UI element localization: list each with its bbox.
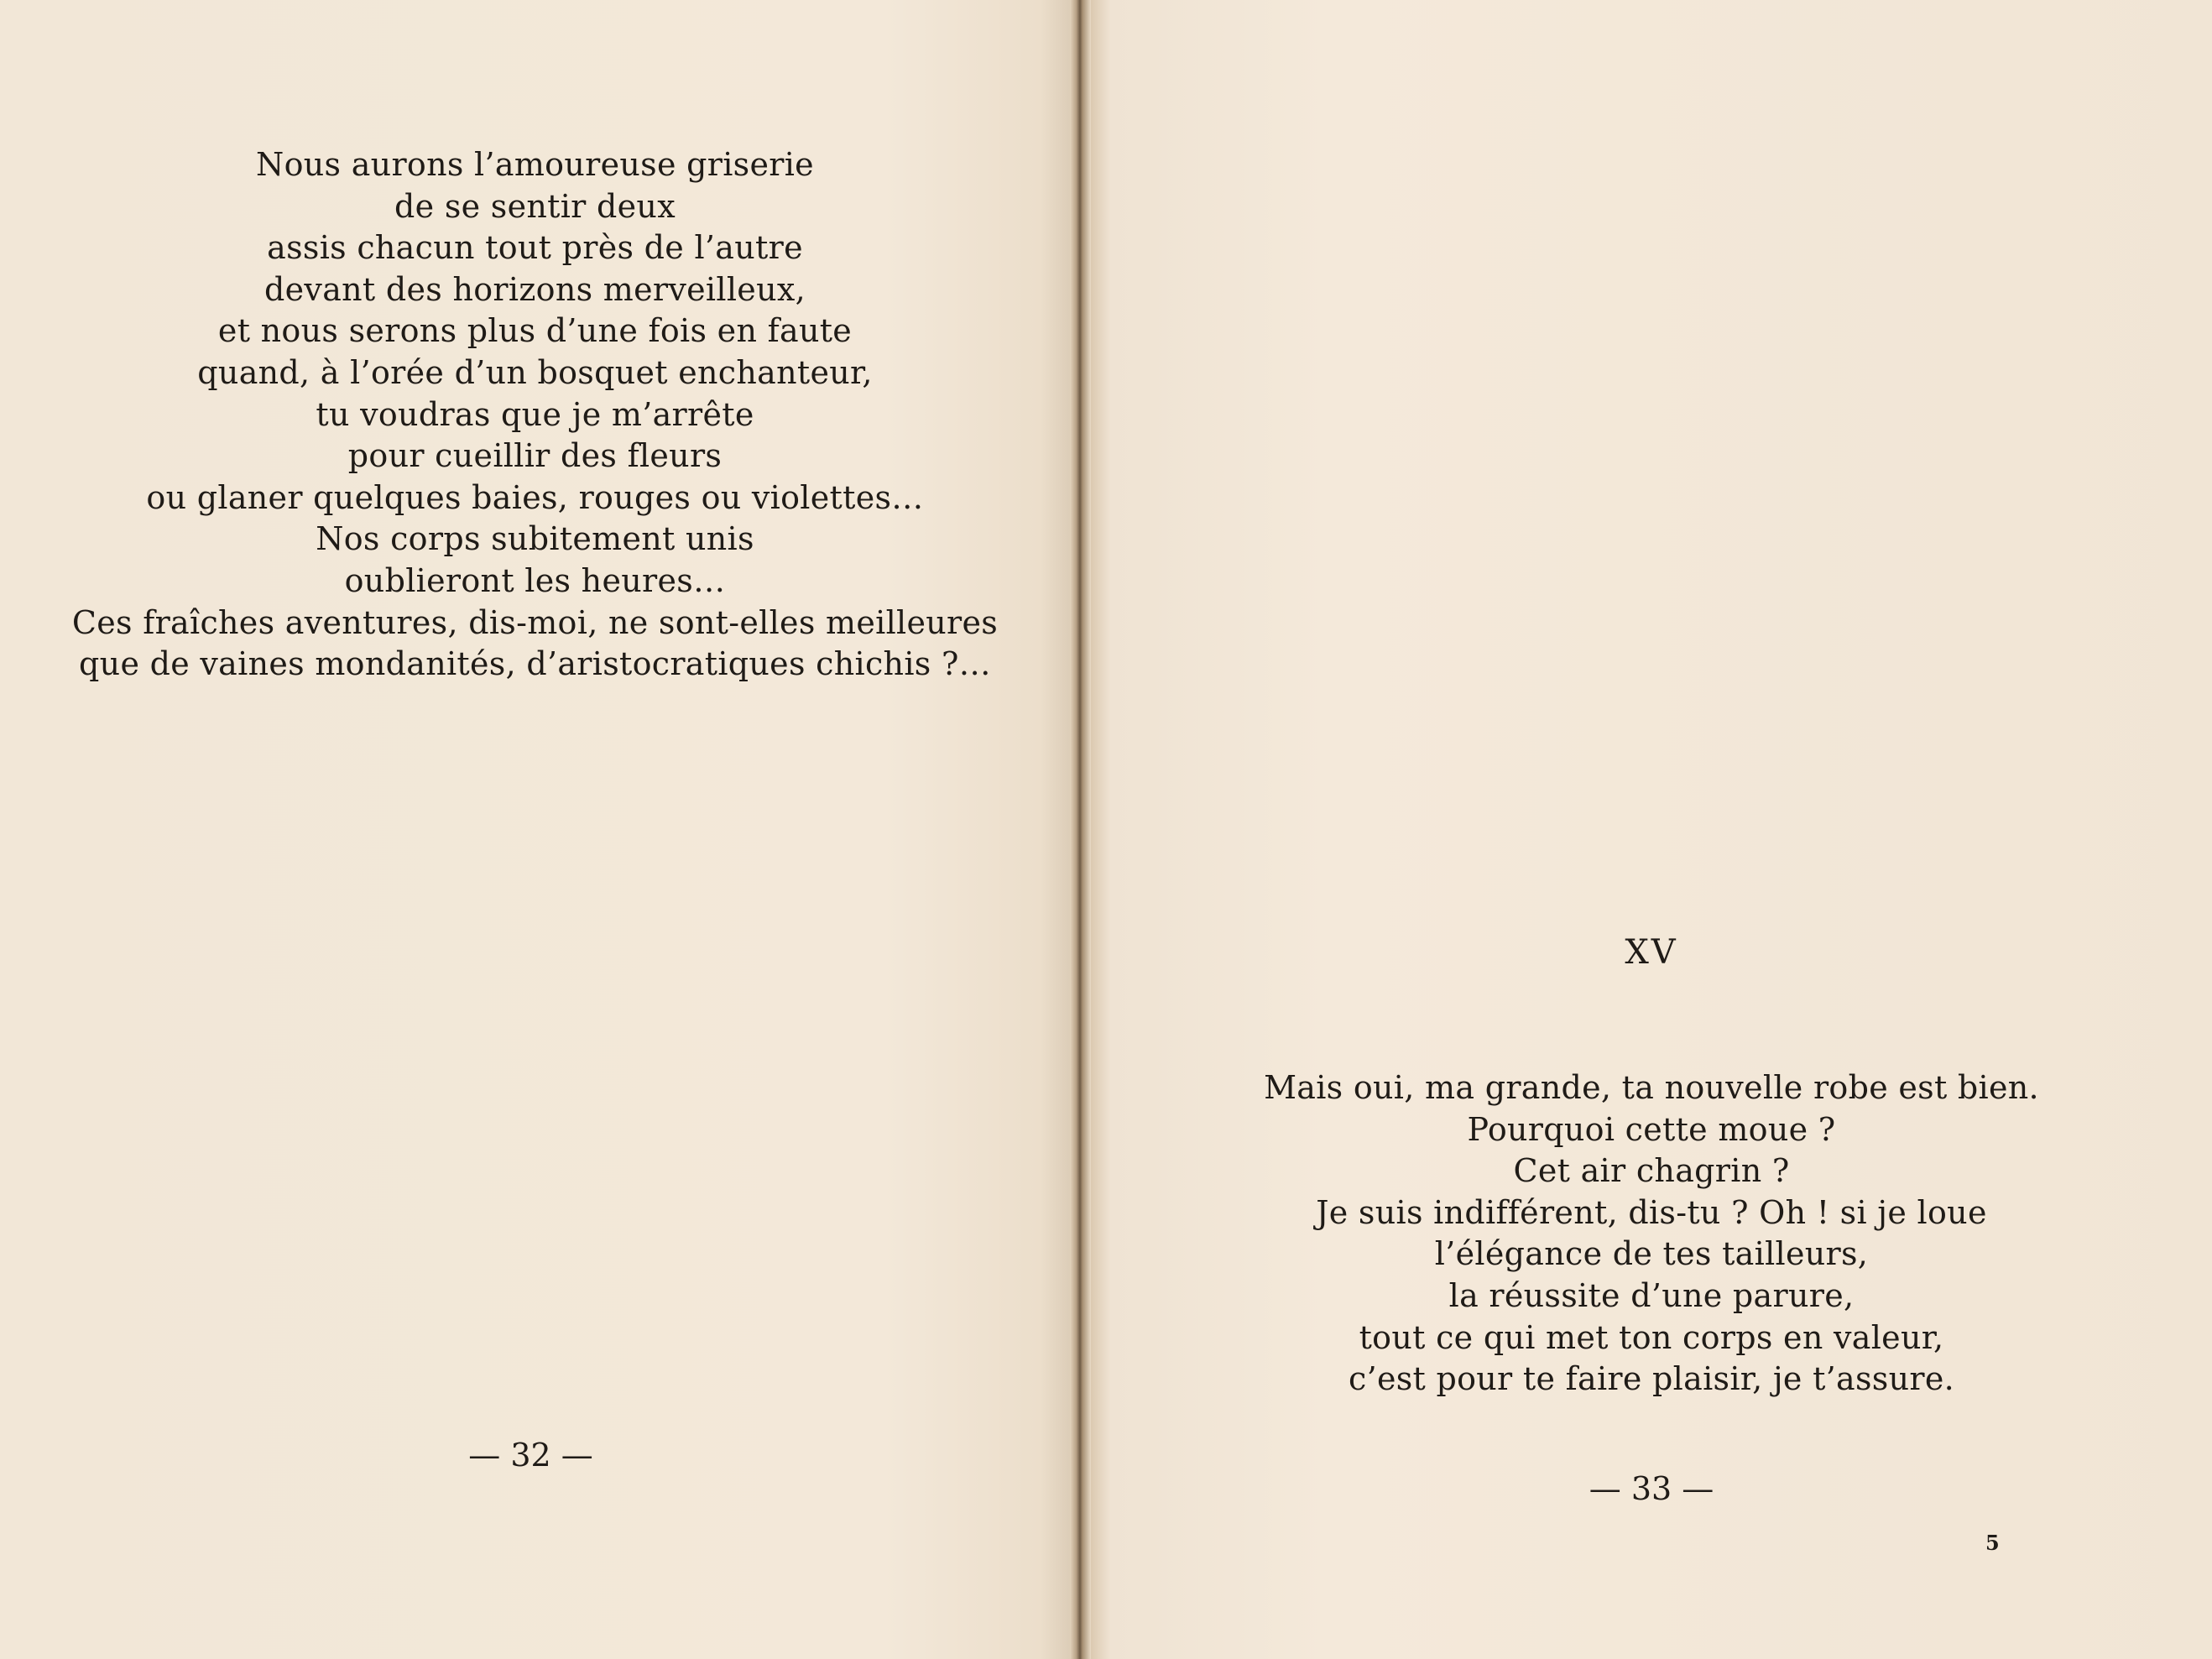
poem-line: ou glaner quelques baies, rouges ou violettes… — [146, 478, 924, 516]
chapter-number: XV — [1625, 933, 1678, 972]
poem-line: Nos corps subitement unis — [316, 520, 754, 558]
left-poem — [0, 144, 1070, 686]
poem-line: tout ce qui met ton corps en valeur, — [1359, 1318, 1944, 1356]
poem-line: assis chacun tout près de l’autre — [267, 229, 803, 267]
poem-line: que de vaines mondanités, d’aristocratiques chichis ?… — [79, 645, 991, 683]
poem-line: pour cueillir des fleurs — [347, 437, 723, 475]
page-number-right: — 33 — — [1589, 1470, 1714, 1507]
poem-line: devant des horizons merveilleux, — [264, 270, 806, 308]
gutter-shadow — [1041, 0, 1070, 1659]
poem-line: Pourquoi cette moue ? — [1467, 1110, 1836, 1148]
poem-line: quand, à l’orée d’un bosquet enchanteur, — [197, 353, 873, 391]
book-spine — [1070, 0, 1091, 1659]
right-poem — [1091, 1067, 2212, 1401]
poem-line: Cet air chagrin ? — [1513, 1152, 1790, 1190]
poem-line: et nous serons plus d’une fois en faute — [217, 312, 853, 350]
page-number-left: — 32 — — [468, 1437, 593, 1474]
poem-line: c’est pour te faire plaisir, je t’assure. — [1348, 1360, 1955, 1398]
signature-mark: 5 — [1985, 1531, 2000, 1555]
poem-line: l’élégance de tes tailleurs, — [1434, 1235, 1869, 1273]
poem-line: Mais oui, ma grande, ta nouvelle robe est bien. — [1264, 1069, 2039, 1106]
poem-line: oublieront les heures… — [344, 561, 726, 599]
left-page — [0, 0, 1070, 1659]
poem-line: Je suis indifférent, dis-tu ? Oh ! si je loue — [1316, 1193, 1987, 1231]
poem-line: tu voudras que je m’arrête — [316, 395, 754, 433]
poem-line: la réussite d’une parure, — [1448, 1276, 1855, 1314]
poem-line: Ces fraîches aventures, dis-moi, ne sont-elles meilleures — [71, 603, 999, 641]
poem-line: Nous aurons l’amoureuse griserie — [256, 146, 814, 183]
right-page — [1091, 0, 2212, 1659]
poem-line: de se sentir deux — [394, 187, 676, 225]
